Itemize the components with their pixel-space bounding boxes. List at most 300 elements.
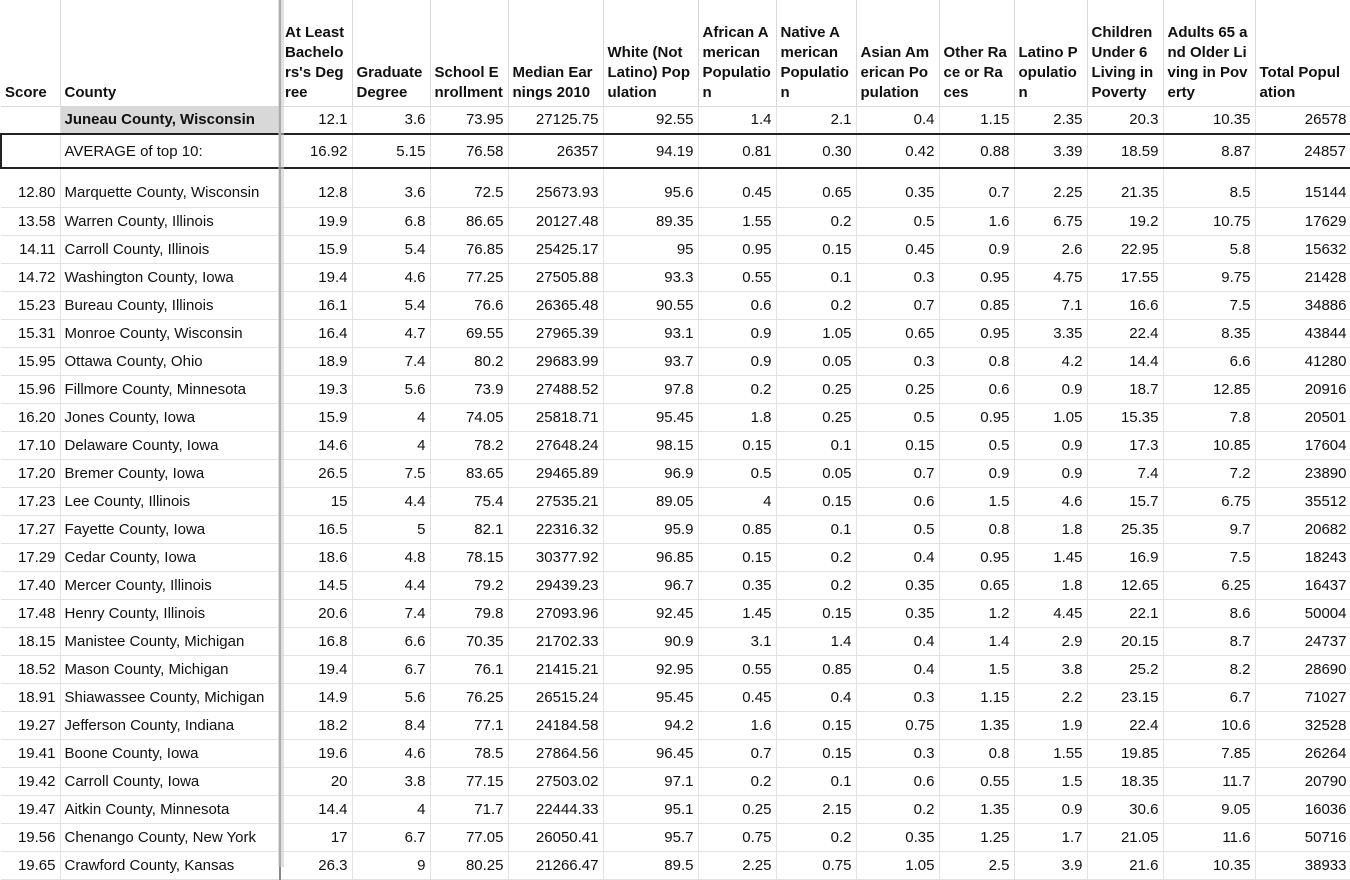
cell-score[interactable]: 13.58 <box>1 207 60 235</box>
table-cell[interactable]: 98.15 <box>603 431 698 459</box>
table-cell[interactable]: 0.15 <box>776 739 856 767</box>
table-cell[interactable]: 0.7 <box>698 739 776 767</box>
table-cell[interactable]: 0.35 <box>856 179 939 207</box>
header-white-population[interactable]: White (Not Latino) Population <box>603 0 698 106</box>
table-cell[interactable]: 24857 <box>1255 134 1350 168</box>
table-cell[interactable]: 17629 <box>1255 207 1350 235</box>
table-cell[interactable]: 76.85 <box>430 235 508 263</box>
table-cell[interactable]: 27864.56 <box>508 739 603 767</box>
table-cell[interactable]: 4.6 <box>1014 487 1087 515</box>
table-cell[interactable]: 0.8 <box>939 739 1014 767</box>
table-cell[interactable]: 95.7 <box>603 823 698 851</box>
table-cell[interactable]: 20.6 <box>280 599 352 627</box>
header-children-poverty[interactable]: Children Under 6 Living in Poverty <box>1087 0 1163 106</box>
table-cell[interactable]: 8.5 <box>1163 179 1255 207</box>
table-cell[interactable]: 5.6 <box>352 375 430 403</box>
table-cell[interactable]: 22.4 <box>1087 711 1163 739</box>
cell-county[interactable]: Carroll County, Iowa <box>60 767 280 795</box>
table-cell[interactable]: 50716 <box>1255 823 1350 851</box>
table-cell[interactable]: 7.8 <box>1163 403 1255 431</box>
table-cell[interactable]: 15 <box>280 487 352 515</box>
table-cell[interactable]: 95 <box>603 235 698 263</box>
table-cell[interactable]: 12.8 <box>280 179 352 207</box>
table-cell[interactable]: 10.85 <box>1163 431 1255 459</box>
table-cell[interactable]: 19.9 <box>280 207 352 235</box>
table-cell[interactable]: 7.5 <box>352 459 430 487</box>
table-cell[interactable]: 7.2 <box>1163 459 1255 487</box>
table-cell[interactable]: 0.25 <box>856 375 939 403</box>
table-cell[interactable]: 1.5 <box>1014 767 1087 795</box>
table-cell[interactable]: 5.8 <box>1163 235 1255 263</box>
table-cell[interactable]: 16.8 <box>280 627 352 655</box>
table-cell[interactable]: 0.9 <box>939 235 1014 263</box>
table-cell[interactable]: 0.45 <box>698 683 776 711</box>
table-cell[interactable]: 0.6 <box>856 767 939 795</box>
table-cell[interactable]: 1.05 <box>776 319 856 347</box>
table-cell[interactable]: 0.95 <box>939 263 1014 291</box>
table-cell[interactable]: 16437 <box>1255 571 1350 599</box>
table-cell[interactable]: 0.65 <box>939 571 1014 599</box>
table-cell[interactable]: 15.35 <box>1087 403 1163 431</box>
table-cell[interactable]: 15.9 <box>280 235 352 263</box>
table-cell[interactable]: 27505.88 <box>508 263 603 291</box>
cell-county[interactable]: Shiawassee County, Michigan <box>60 683 280 711</box>
table-cell[interactable]: 12.65 <box>1087 571 1163 599</box>
table-cell[interactable]: 0.6 <box>939 375 1014 403</box>
cell-county[interactable]: Warren County, Illinois <box>60 207 280 235</box>
table-cell[interactable]: 86.65 <box>430 207 508 235</box>
table-cell[interactable]: 0.35 <box>856 599 939 627</box>
table-cell[interactable]: 22316.32 <box>508 515 603 543</box>
table-cell[interactable]: 92.45 <box>603 599 698 627</box>
table-cell[interactable]: 5.4 <box>352 235 430 263</box>
table-cell[interactable]: 8.87 <box>1163 134 1255 168</box>
cell-score[interactable]: 17.27 <box>1 515 60 543</box>
table-cell[interactable]: 0.9 <box>1014 431 1087 459</box>
table-cell[interactable]: 0.95 <box>698 235 776 263</box>
table-cell[interactable]: 0.4 <box>856 627 939 655</box>
table-cell[interactable]: 8.7 <box>1163 627 1255 655</box>
table-cell[interactable]: 9.05 <box>1163 795 1255 823</box>
cell-county[interactable]: Aitkin County, Minnesota <box>60 795 280 823</box>
table-cell[interactable]: 20.15 <box>1087 627 1163 655</box>
table-cell[interactable]: 20127.48 <box>508 207 603 235</box>
header-graduate[interactable]: Graduate Degree <box>352 0 430 106</box>
table-cell[interactable]: 0.5 <box>856 515 939 543</box>
cell-county[interactable]: Washington County, Iowa <box>60 263 280 291</box>
table-cell[interactable]: 3.1 <box>698 627 776 655</box>
cell-county[interactable]: Fillmore County, Minnesota <box>60 375 280 403</box>
table-cell[interactable]: 10.35 <box>1163 851 1255 879</box>
table-cell[interactable]: 4.6 <box>352 739 430 767</box>
table-cell[interactable]: 75.4 <box>430 487 508 515</box>
table-cell[interactable]: 0.2 <box>776 207 856 235</box>
cell-score[interactable] <box>1 106 60 134</box>
table-cell[interactable]: 0.4 <box>856 655 939 683</box>
table-cell[interactable]: 26050.41 <box>508 823 603 851</box>
table-cell[interactable]: 4.4 <box>352 487 430 515</box>
table-cell[interactable]: 7.5 <box>1163 543 1255 571</box>
table-cell[interactable]: 95.1 <box>603 795 698 823</box>
table-cell[interactable]: 1.45 <box>698 599 776 627</box>
table-cell[interactable]: 25.35 <box>1087 515 1163 543</box>
table-cell[interactable]: 76.6 <box>430 291 508 319</box>
table-cell[interactable]: 14.6 <box>280 431 352 459</box>
table-cell[interactable]: 0.55 <box>698 655 776 683</box>
table-cell[interactable]: 14.4 <box>280 795 352 823</box>
table-cell[interactable]: 1.05 <box>1014 403 1087 431</box>
table-cell[interactable]: 92.55 <box>603 106 698 134</box>
table-cell[interactable]: 21266.47 <box>508 851 603 879</box>
table-cell[interactable]: 0.35 <box>856 571 939 599</box>
table-cell[interactable]: 96.9 <box>603 459 698 487</box>
header-median-earnings[interactable]: Median Earnings 2010 <box>508 0 603 106</box>
table-cell[interactable]: 0.65 <box>776 179 856 207</box>
table-cell[interactable]: 0.9 <box>1014 459 1087 487</box>
table-cell[interactable]: 32528 <box>1255 711 1350 739</box>
cell-score[interactable] <box>1 134 60 168</box>
table-cell[interactable]: 6.75 <box>1163 487 1255 515</box>
cell-score[interactable]: 15.95 <box>1 347 60 375</box>
table-cell[interactable]: 21.05 <box>1087 823 1163 851</box>
cell-score[interactable]: 15.31 <box>1 319 60 347</box>
table-cell[interactable]: 27125.75 <box>508 106 603 134</box>
table-cell[interactable]: 22.4 <box>1087 319 1163 347</box>
table-cell[interactable]: 20.3 <box>1087 106 1163 134</box>
table-cell[interactable]: 25673.93 <box>508 179 603 207</box>
table-cell[interactable]: 29683.99 <box>508 347 603 375</box>
table-cell[interactable]: 1.2 <box>939 599 1014 627</box>
table-cell[interactable]: 17604 <box>1255 431 1350 459</box>
table-cell[interactable]: 10.35 <box>1163 106 1255 134</box>
table-cell[interactable]: 1.8 <box>1014 571 1087 599</box>
table-cell[interactable]: 3.8 <box>1014 655 1087 683</box>
table-cell[interactable]: 0.15 <box>856 431 939 459</box>
table-cell[interactable]: 20790 <box>1255 767 1350 795</box>
table-cell[interactable]: 22.1 <box>1087 599 1163 627</box>
table-cell[interactable]: 18.7 <box>1087 375 1163 403</box>
table-cell[interactable]: 77.1 <box>430 711 508 739</box>
table-cell[interactable]: 14.5 <box>280 571 352 599</box>
table-cell[interactable]: 0.4 <box>856 106 939 134</box>
table-cell[interactable]: 0.65 <box>856 319 939 347</box>
table-cell[interactable]: 16.92 <box>280 134 352 168</box>
cell-county[interactable]: Ottawa County, Ohio <box>60 347 280 375</box>
table-cell[interactable]: 70.35 <box>430 627 508 655</box>
table-cell[interactable]: 2.2 <box>1014 683 1087 711</box>
table-cell[interactable]: 0.3 <box>856 263 939 291</box>
table-cell[interactable]: 4 <box>352 431 430 459</box>
table-cell[interactable]: 24737 <box>1255 627 1350 655</box>
table-cell[interactable]: 1.8 <box>1014 515 1087 543</box>
table-cell[interactable]: 14.9 <box>280 683 352 711</box>
table-cell[interactable]: 21415.21 <box>508 655 603 683</box>
table-cell[interactable]: 82.1 <box>430 515 508 543</box>
table-cell[interactable]: 77.15 <box>430 767 508 795</box>
table-cell[interactable]: 0.25 <box>698 795 776 823</box>
table-cell[interactable]: 0.2 <box>776 291 856 319</box>
table-cell[interactable]: 21.35 <box>1087 179 1163 207</box>
table-cell[interactable]: 0.15 <box>698 431 776 459</box>
table-cell[interactable]: 16.1 <box>280 291 352 319</box>
table-cell[interactable]: 1.6 <box>698 711 776 739</box>
cell-score[interactable]: 17.48 <box>1 599 60 627</box>
table-cell[interactable]: 6.7 <box>352 655 430 683</box>
table-cell[interactable]: 17 <box>280 823 352 851</box>
cell-county[interactable]: Crawford County, Kansas <box>60 851 280 879</box>
table-cell[interactable]: 0.7 <box>939 179 1014 207</box>
table-cell[interactable]: 1.9 <box>1014 711 1087 739</box>
table-cell[interactable]: 0.42 <box>856 134 939 168</box>
table-cell[interactable]: 0.35 <box>698 571 776 599</box>
table-cell[interactable]: 77.05 <box>430 823 508 851</box>
table-cell[interactable]: 24184.58 <box>508 711 603 739</box>
table-cell[interactable]: 1.35 <box>939 711 1014 739</box>
table-cell[interactable]: 96.45 <box>603 739 698 767</box>
table-cell[interactable]: 80.25 <box>430 851 508 879</box>
table-cell[interactable]: 0.1 <box>776 431 856 459</box>
table-cell[interactable]: 5.15 <box>352 134 430 168</box>
table-cell[interactable]: 0.7 <box>856 459 939 487</box>
table-cell[interactable]: 21428 <box>1255 263 1350 291</box>
cell-score[interactable]: 17.29 <box>1 543 60 571</box>
table-cell[interactable]: 19.6 <box>280 739 352 767</box>
table-cell[interactable]: 34886 <box>1255 291 1350 319</box>
table-cell[interactable]: 19.4 <box>280 655 352 683</box>
table-cell[interactable]: 10.6 <box>1163 711 1255 739</box>
table-cell[interactable]: 0.1 <box>776 767 856 795</box>
table-cell[interactable]: 0.5 <box>698 459 776 487</box>
cell-score[interactable]: 14.11 <box>1 235 60 263</box>
table-cell[interactable]: 12.1 <box>280 106 352 134</box>
table-cell[interactable]: 1.45 <box>1014 543 1087 571</box>
table-cell[interactable]: 2.25 <box>698 851 776 879</box>
table-cell[interactable]: 4.7 <box>352 319 430 347</box>
table-cell[interactable]: 0.4 <box>856 543 939 571</box>
table-cell[interactable]: 8.4 <box>352 711 430 739</box>
table-cell[interactable]: 25.2 <box>1087 655 1163 683</box>
table-cell[interactable]: 1.15 <box>939 683 1014 711</box>
table-cell[interactable]: 15.7 <box>1087 487 1163 515</box>
cell-score[interactable]: 17.23 <box>1 487 60 515</box>
table-cell[interactable]: 18.59 <box>1087 134 1163 168</box>
cell-score[interactable]: 17.10 <box>1 431 60 459</box>
table-cell[interactable]: 16.5 <box>280 515 352 543</box>
table-cell[interactable]: 4.6 <box>352 263 430 291</box>
table-cell[interactable]: 30377.92 <box>508 543 603 571</box>
cell-score[interactable]: 14.72 <box>1 263 60 291</box>
table-cell[interactable]: 16.6 <box>1087 291 1163 319</box>
table-cell[interactable]: 1.25 <box>939 823 1014 851</box>
table-cell[interactable]: 8.35 <box>1163 319 1255 347</box>
cell-score[interactable]: 16.20 <box>1 403 60 431</box>
table-cell[interactable]: 97.1 <box>603 767 698 795</box>
table-cell[interactable]: 71027 <box>1255 683 1350 711</box>
table-cell[interactable]: 2.35 <box>1014 106 1087 134</box>
cell-county[interactable]: Mercer County, Illinois <box>60 571 280 599</box>
table-cell[interactable]: 26365.48 <box>508 291 603 319</box>
table-cell[interactable]: 0.5 <box>939 431 1014 459</box>
table-cell[interactable]: 29439.23 <box>508 571 603 599</box>
cell-county[interactable]: Cedar County, Iowa <box>60 543 280 571</box>
table-cell[interactable]: 0.95 <box>939 403 1014 431</box>
table-cell[interactable]: 10.75 <box>1163 207 1255 235</box>
table-cell[interactable]: 90.9 <box>603 627 698 655</box>
table-cell[interactable]: 20 <box>280 767 352 795</box>
header-asian-american-population[interactable]: Asian American Population <box>856 0 939 106</box>
table-cell[interactable]: 92.95 <box>603 655 698 683</box>
table-cell[interactable]: 6.6 <box>352 627 430 655</box>
table-cell[interactable]: 0.88 <box>939 134 1014 168</box>
table-cell[interactable]: 18.2 <box>280 711 352 739</box>
table-cell[interactable]: 0.95 <box>939 543 1014 571</box>
table-cell[interactable]: 0.15 <box>698 543 776 571</box>
table-cell[interactable]: 4 <box>352 403 430 431</box>
table-cell[interactable]: 96.85 <box>603 543 698 571</box>
table-cell[interactable]: 0.2 <box>776 823 856 851</box>
cell-score[interactable]: 18.15 <box>1 627 60 655</box>
table-cell[interactable]: 23.15 <box>1087 683 1163 711</box>
table-cell[interactable]: 0.1 <box>776 263 856 291</box>
table-cell[interactable]: 18.9 <box>280 347 352 375</box>
table-cell[interactable]: 8.6 <box>1163 599 1255 627</box>
table-cell[interactable]: 0.2 <box>776 571 856 599</box>
cell-score[interactable]: 19.65 <box>1 851 60 879</box>
table-cell[interactable]: 1.35 <box>939 795 1014 823</box>
table-cell[interactable]: 2.6 <box>1014 235 1087 263</box>
table-cell[interactable]: 8.2 <box>1163 655 1255 683</box>
table-cell[interactable]: 7.1 <box>1014 291 1087 319</box>
table-cell[interactable]: 19.4 <box>280 263 352 291</box>
table-cell[interactable]: 3.6 <box>352 106 430 134</box>
table-cell[interactable]: 0.4 <box>776 683 856 711</box>
cell-county[interactable]: Jones County, Iowa <box>60 403 280 431</box>
table-cell[interactable]: 0.5 <box>856 207 939 235</box>
table-cell[interactable]: 0.45 <box>698 179 776 207</box>
table-cell[interactable]: 9 <box>352 851 430 879</box>
header-total-population[interactable]: Total Population <box>1255 0 1350 106</box>
table-cell[interactable]: 1.5 <box>939 655 1014 683</box>
table-cell[interactable]: 0.05 <box>776 459 856 487</box>
table-cell[interactable]: 16036 <box>1255 795 1350 823</box>
table-cell[interactable]: 27503.02 <box>508 767 603 795</box>
table-cell[interactable]: 0.45 <box>856 235 939 263</box>
table-cell[interactable]: 30.6 <box>1087 795 1163 823</box>
cell-score[interactable]: 17.20 <box>1 459 60 487</box>
table-cell[interactable]: 2.1 <box>776 106 856 134</box>
cell-county[interactable]: Fayette County, Iowa <box>60 515 280 543</box>
cell-score[interactable]: 18.91 <box>1 683 60 711</box>
cell-county[interactable]: Jefferson County, Indiana <box>60 711 280 739</box>
table-cell[interactable]: 0.85 <box>776 655 856 683</box>
table-cell[interactable]: 4.45 <box>1014 599 1087 627</box>
table-cell[interactable]: 0.30 <box>776 134 856 168</box>
table-cell[interactable]: 27535.21 <box>508 487 603 515</box>
table-cell[interactable]: 6.7 <box>352 823 430 851</box>
table-cell[interactable]: 6.8 <box>352 207 430 235</box>
table-cell[interactable]: 93.1 <box>603 319 698 347</box>
table-cell[interactable]: 94.2 <box>603 711 698 739</box>
table-cell[interactable]: 0.2 <box>856 795 939 823</box>
header-score[interactable]: Score <box>1 0 60 106</box>
header-bachelors[interactable]: At Least Bachelors's Degree <box>280 0 352 106</box>
table-cell[interactable]: 3.39 <box>1014 134 1087 168</box>
table-cell[interactable]: 1.8 <box>698 403 776 431</box>
table-cell[interactable]: 25818.71 <box>508 403 603 431</box>
table-cell[interactable]: 89.05 <box>603 487 698 515</box>
table-cell[interactable]: 25425.17 <box>508 235 603 263</box>
table-cell[interactable]: 12.85 <box>1163 375 1255 403</box>
table-cell[interactable]: 1.7 <box>1014 823 1087 851</box>
table-cell[interactable]: 15144 <box>1255 179 1350 207</box>
table-cell[interactable]: 3.35 <box>1014 319 1087 347</box>
table-cell[interactable]: 0.25 <box>776 403 856 431</box>
table-cell[interactable]: 29465.89 <box>508 459 603 487</box>
table-cell[interactable]: 1.4 <box>776 627 856 655</box>
cell-county[interactable]: Chenango County, New York <box>60 823 280 851</box>
table-cell[interactable]: 3.6 <box>352 179 430 207</box>
cell-score[interactable]: 15.23 <box>1 291 60 319</box>
table-cell[interactable]: 0.25 <box>776 375 856 403</box>
table-cell[interactable]: 71.7 <box>430 795 508 823</box>
cell-county[interactable]: Bureau County, Illinois <box>60 291 280 319</box>
table-cell[interactable]: 11.6 <box>1163 823 1255 851</box>
table-cell[interactable]: 27965.39 <box>508 319 603 347</box>
table-cell[interactable]: 6.7 <box>1163 683 1255 711</box>
header-latino-population[interactable]: Latino Population <box>1014 0 1087 106</box>
table-cell[interactable]: 79.2 <box>430 571 508 599</box>
table-cell[interactable]: 95.45 <box>603 683 698 711</box>
table-cell[interactable]: 0.9 <box>939 459 1014 487</box>
table-cell[interactable]: 1.15 <box>939 106 1014 134</box>
table-cell[interactable]: 69.55 <box>430 319 508 347</box>
table-cell[interactable]: 78.15 <box>430 543 508 571</box>
cell-score[interactable]: 18.52 <box>1 655 60 683</box>
table-cell[interactable]: 0.9 <box>698 347 776 375</box>
table-cell[interactable]: 22.95 <box>1087 235 1163 263</box>
table-cell[interactable]: 7.5 <box>1163 291 1255 319</box>
header-adults-poverty[interactable]: Adults 65 and Older Living in Poverty <box>1163 0 1255 106</box>
cell-score[interactable]: 19.56 <box>1 823 60 851</box>
table-cell[interactable]: 6.6 <box>1163 347 1255 375</box>
cell-score[interactable]: 15.96 <box>1 375 60 403</box>
table-cell[interactable]: 0.15 <box>776 487 856 515</box>
cell-score[interactable]: 19.42 <box>1 767 60 795</box>
header-african-american-population[interactable]: African American Population <box>698 0 776 106</box>
table-cell[interactable]: 3.8 <box>352 767 430 795</box>
cell-county[interactable]: Boone County, Iowa <box>60 739 280 767</box>
table-cell[interactable]: 0.2 <box>776 543 856 571</box>
table-cell[interactable]: 0.15 <box>776 235 856 263</box>
table-cell[interactable]: 0.6 <box>856 487 939 515</box>
cell-county[interactable]: Mason County, Michigan <box>60 655 280 683</box>
cell-score[interactable]: 19.41 <box>1 739 60 767</box>
table-cell[interactable]: 50004 <box>1255 599 1350 627</box>
table-cell[interactable]: 6.75 <box>1014 207 1087 235</box>
table-cell[interactable]: 2.9 <box>1014 627 1087 655</box>
cell-county[interactable]: Manistee County, Michigan <box>60 627 280 655</box>
table-cell[interactable]: 19.85 <box>1087 739 1163 767</box>
table-cell[interactable]: 76.25 <box>430 683 508 711</box>
table-cell[interactable]: 77.25 <box>430 263 508 291</box>
table-cell[interactable]: 79.8 <box>430 599 508 627</box>
table-cell[interactable]: 0.05 <box>776 347 856 375</box>
table-cell[interactable]: 7.85 <box>1163 739 1255 767</box>
table-cell[interactable]: 0.3 <box>856 739 939 767</box>
table-cell[interactable]: 26.5 <box>280 459 352 487</box>
table-cell[interactable]: 95.6 <box>603 179 698 207</box>
table-cell[interactable]: 14.4 <box>1087 347 1163 375</box>
